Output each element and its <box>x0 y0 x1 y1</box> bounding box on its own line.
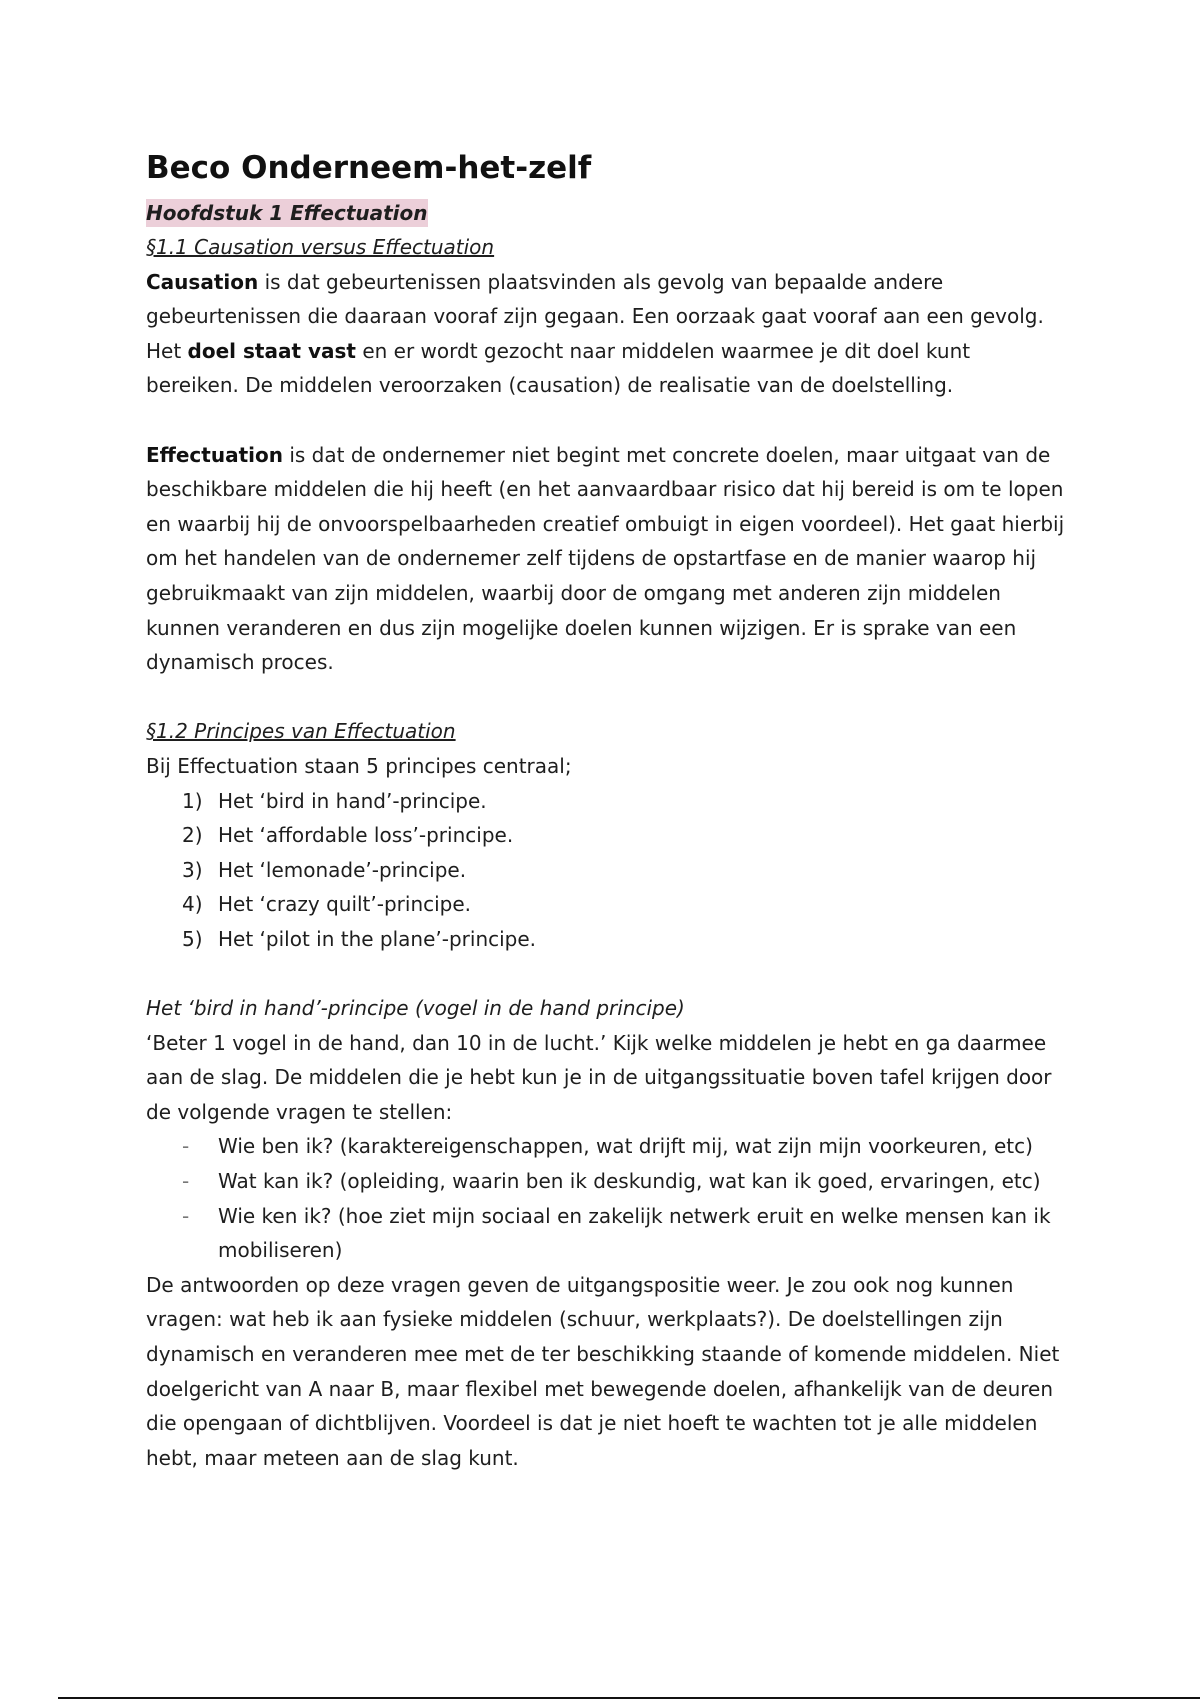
document-title: Beco Onderneem-het-zelf <box>146 150 592 186</box>
list-item <box>146 887 1066 922</box>
list-item <box>146 1164 1066 1199</box>
causation-term: Causation <box>146 269 259 294</box>
dash-bullet-icon: - <box>182 1203 190 1228</box>
list-number: 4) <box>182 892 203 917</box>
list-item-text: Wie ken ik? (hoe ziet mijn sociaal en zakelijk netwerk eruit en welke mensen kan ik mobiliseren) <box>218 1203 1051 1263</box>
page-bottom-rule <box>58 1697 1200 1699</box>
dash-bullet-icon: - <box>182 1134 190 1159</box>
questions-list <box>146 1129 1066 1267</box>
list-item-text: Wat kan ik? (opleiding, waarin ben ik deskundig, wat kan ik goed, ervaringen, etc) <box>218 1169 1041 1194</box>
list-number: 2) <box>182 823 203 848</box>
causation-text-2: en er wordt gezocht naar middelen waarmee je dit doel kunt bereiken. De middelen veroorzaken (causation) de realisatie van de doelstelling. <box>146 338 971 398</box>
causation-paragraph <box>146 265 1066 403</box>
causation-text-1: is dat gebeurtenissen plaatsvinden als gevolg van bepaalde andere gebeurtenissen die daaraan vooraf zijn gegaan. Een oorzaak gaat vooraf aan een gevolg. Het <box>146 269 1044 363</box>
effectuation-term: Effectuation <box>146 442 283 467</box>
list-number: 5) <box>182 926 203 951</box>
bird-in-hand-conclusion: De antwoorden op deze vragen geven de uitgangspositie weer. Je zou ook nog kunnen vragen: wat heb ik aan fysieke middelen (schuur, werkplaats?). De doelstellingen zijn dynamisch en veranderen mee met de ter beschikking staande of komende middelen. Niet doelgericht van A naar B, maar flexibel met bewegende doelen, afhankelijk van de deuren die opengaan of dichtblijven. Voordeel is dat je niet hoeft te wachten tot je alle middelen hebt, maar meteen aan de slag kunt. <box>146 1272 1060 1470</box>
list-item-text: Het ‘crazy quilt’-principe. <box>218 892 472 917</box>
causation-bold-phrase: doel staat vast <box>187 338 356 363</box>
list-item-text: Wie ben ik? (karaktereigenschappen, wat drijft mij, wat zijn mijn voorkeuren, etc) <box>218 1134 1033 1159</box>
list-item <box>146 922 1066 957</box>
effectuation-text: is dat de ondernemer niet begint met concrete doelen, maar uitgaat van de beschikbare middelen die hij heeft (en het aanvaardbaar risico dat hij bereid is om te lopen en waarbij hij de onvoorspelbaarheden creatief ombuigt in eigen voordeel). Het gaat hierbij om het handelen van de ondernemer zelf tijdens de opstartfase en de manier waarop hij gebruikmaakt van zijn middelen, waarbij door de omgang met anderen zijn middelen kunnen veranderen en dus zijn mogelijke doelen kunnen wijzigen. Er is sprake van een dynamisch proces. <box>146 442 1065 675</box>
list-item-text: Het ‘bird in hand’-principe. <box>218 788 487 813</box>
bird-in-hand-intro: ‘Beter 1 vogel in de hand, dan 10 in de lucht.’ Kijk welke middelen je hebt en ga daarmee aan de slag. De middelen die je hebt kun je in de uitgangssituatie boven tafel krijgen door de volgende vragen te stellen: <box>146 1030 1052 1124</box>
principles-list <box>146 784 1066 957</box>
paragraph-gap <box>146 956 1066 991</box>
list-item <box>146 784 1066 819</box>
list-item <box>146 1129 1066 1164</box>
list-item <box>146 853 1066 888</box>
section-heading-1-1: §1.1 Causation versus Effectuation <box>146 235 495 259</box>
chapter-heading <box>146 196 1066 230</box>
chapter-heading-text: Hoofdstuk 1 Effectuation <box>146 201 428 225</box>
list-item-text: Het ‘pilot in the plane’-principe. <box>218 926 537 951</box>
effectuation-paragraph <box>146 438 1066 680</box>
principles-intro: Bij Effectuation staan 5 principes centraal; <box>146 753 572 778</box>
list-item <box>146 1199 1066 1268</box>
document-page <box>146 146 1066 1475</box>
list-number: 3) <box>182 857 203 882</box>
list-item <box>146 818 1066 853</box>
paragraph-gap <box>146 680 1066 715</box>
dash-bullet-icon: - <box>182 1169 190 1194</box>
paragraph-gap <box>146 403 1066 438</box>
list-item-text: Het ‘affordable loss’-principe. <box>218 823 514 848</box>
bird-in-hand-heading: Het ‘bird in hand’-principe (vogel in de hand principe) <box>146 996 685 1021</box>
list-item-text: Het ‘lemonade’-principe. <box>218 857 467 882</box>
section-heading-1-2: §1.2 Principes van Effectuation <box>146 719 456 744</box>
list-number: 1) <box>182 788 203 813</box>
